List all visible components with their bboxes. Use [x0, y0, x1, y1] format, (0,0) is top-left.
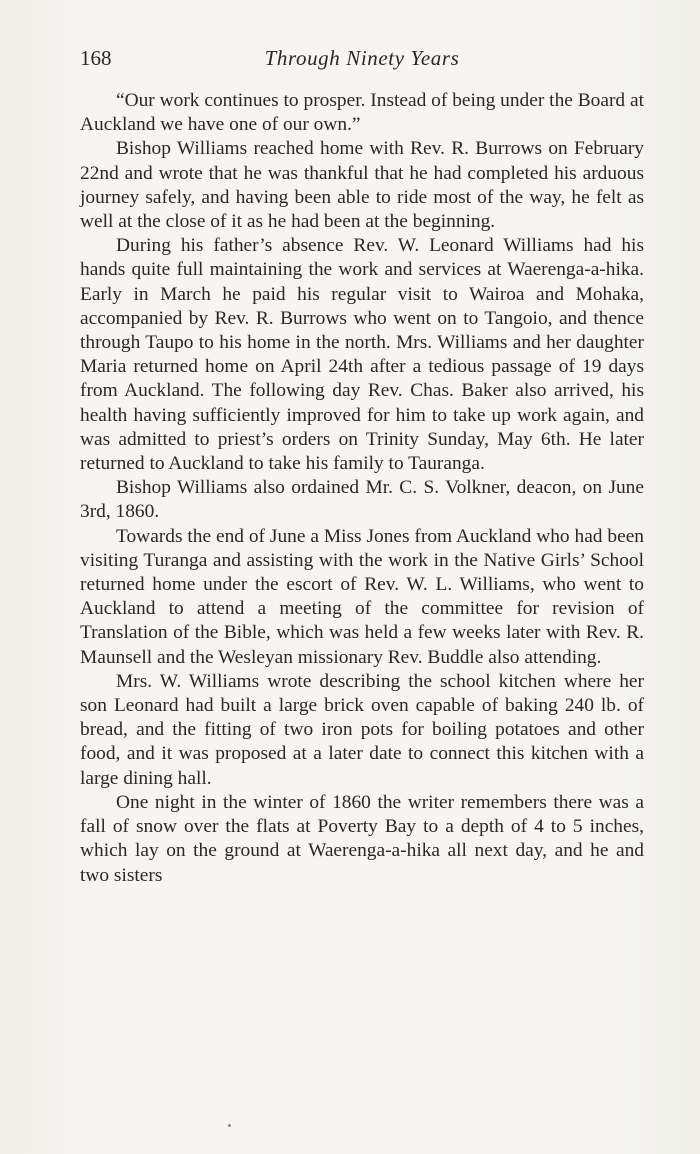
page-header	[80, 46, 644, 76]
paragraph-bishop-return: Bishop Williams reached home with Rev. R. Burrows on February 22nd and wrote that he was thankful that he had completed his arduous journey safely, and having been able to ride most of the way, he felt as well at the close of it as he had been at the beginning.	[80, 138, 644, 233]
running-title: Through Ninety Years	[264, 46, 460, 70]
paragraph-miss-jones: Towards the end of June a Miss Jones from Auckland who had been visiting Turanga and assisting with the work in the Native Girls’ School returned home under the escort of Rev. W. L. Williams, who went to Auckland to attend a meeting of the committee for revision of Translation of the Bible, which was held a few weeks later with Rev. R. Maunsell and the Wesleyan missionary Rev. Buddle also attending.	[80, 525, 644, 668]
page-number: 168	[80, 46, 112, 70]
paragraph-snowfall: One night in the winter of 1860 the writer remembers there was a fall of snow over the flats at Poverty Bay to a depth of 4 to 5 inches, which lay on the ground at Waerenga-a-hika all next day, and he and two sisters	[80, 791, 644, 886]
paragraph-fathers-absence: During his father’s absence Rev. W. Leonard Williams had his hands quite full maintaining the work and services at Waerenga-a-hika. Early in March he paid his regular visit to Wairoa and Mohaka, accompanied by Rev. R. Burrows who went on to Tangoio, and thence through Taupo to his home in the north. Mrs. Williams and her daughter Maria returned home on April 24th after a tedious passage of 19 days from Auckland. The following day Rev. Chas. Baker also arrived, his health having sufficiently improved for him to take up work again, and was admitted to priest’s orders on Trinity Sunday, May 6th. He later returned to Auckland to take his family to Tauranga.	[80, 235, 644, 475]
body-text	[80, 89, 644, 888]
paragraph-ordination: Bishop Williams also ordained Mr. C. S. Volkner, deacon, on June 3rd, 1860.	[80, 477, 644, 523]
paper-speck	[228, 1124, 231, 1127]
paragraph-school-kitchen: Mrs. W. Williams wrote describing the school kitchen where her son Leonard had built a large brick oven capable of baking 240 lb. of bread, and the fitting of two iron pots for boiling potatoes and other food, and it was proposed at a later date to connect this kitchen with a large dining hall.	[80, 670, 644, 789]
paragraph-quote: “Our work continues to prosper. Instead of being under the Board at Auckland we have one of our own.”	[80, 90, 644, 136]
